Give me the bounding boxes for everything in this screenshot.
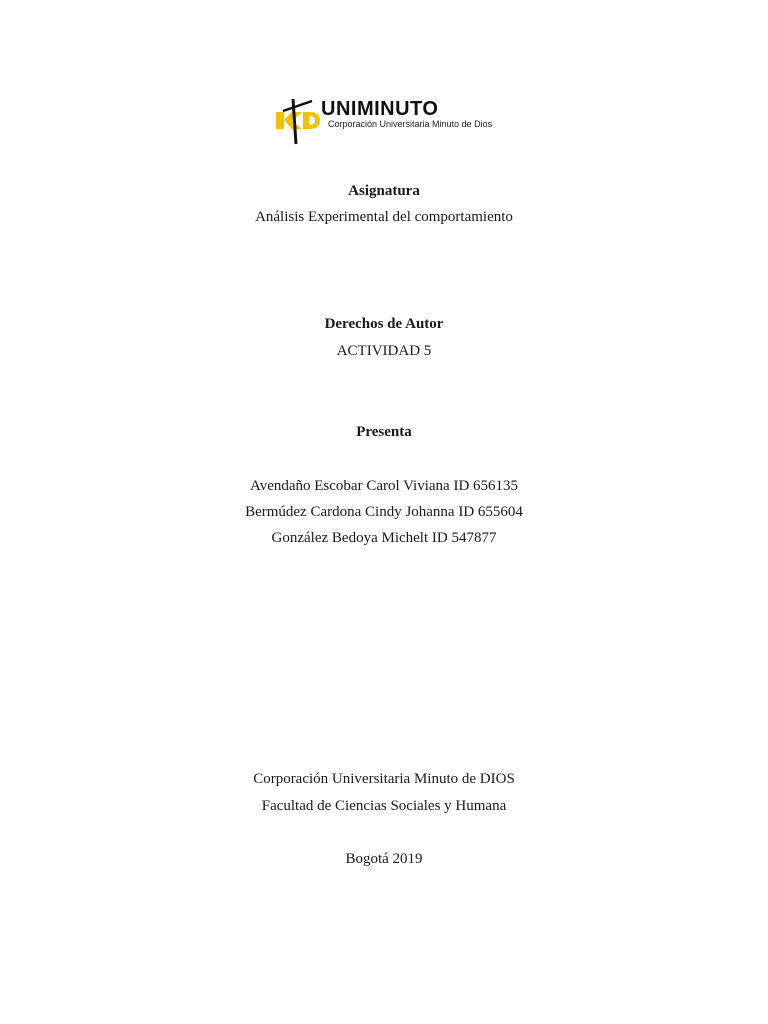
presenters-heading: Presenta xyxy=(356,424,412,440)
course-name: Análisis Experimental del comportamiento xyxy=(255,209,513,225)
faculty-name: Facultad de Ciencias Sociales y Humana xyxy=(261,798,507,814)
uniminuto-logo xyxy=(272,92,502,150)
logo-wordmark: UNIMINUTO xyxy=(321,98,439,120)
activity-heading: Derechos de Autor xyxy=(324,316,444,332)
institution-name: Corporación Universitaria Minuto de DIOS xyxy=(253,771,515,787)
presenter-name: González Bedoya Michelt ID 547877 xyxy=(271,530,497,546)
activity-name: ACTIVIDAD 5 xyxy=(336,343,432,359)
place-date: Bogotá 2019 xyxy=(345,851,423,867)
presenter-name: Avendaño Escobar Carol Viviana ID 656135 xyxy=(249,478,519,494)
uniminuto-emblem-icon xyxy=(272,92,324,148)
logo-tagline: Corporación Universitaria Minuto de Dios xyxy=(328,119,493,129)
course-heading: Asignatura xyxy=(348,183,420,199)
presenter-name: Bermúdez Cardona Cindy Johanna ID 655604 xyxy=(245,504,523,520)
